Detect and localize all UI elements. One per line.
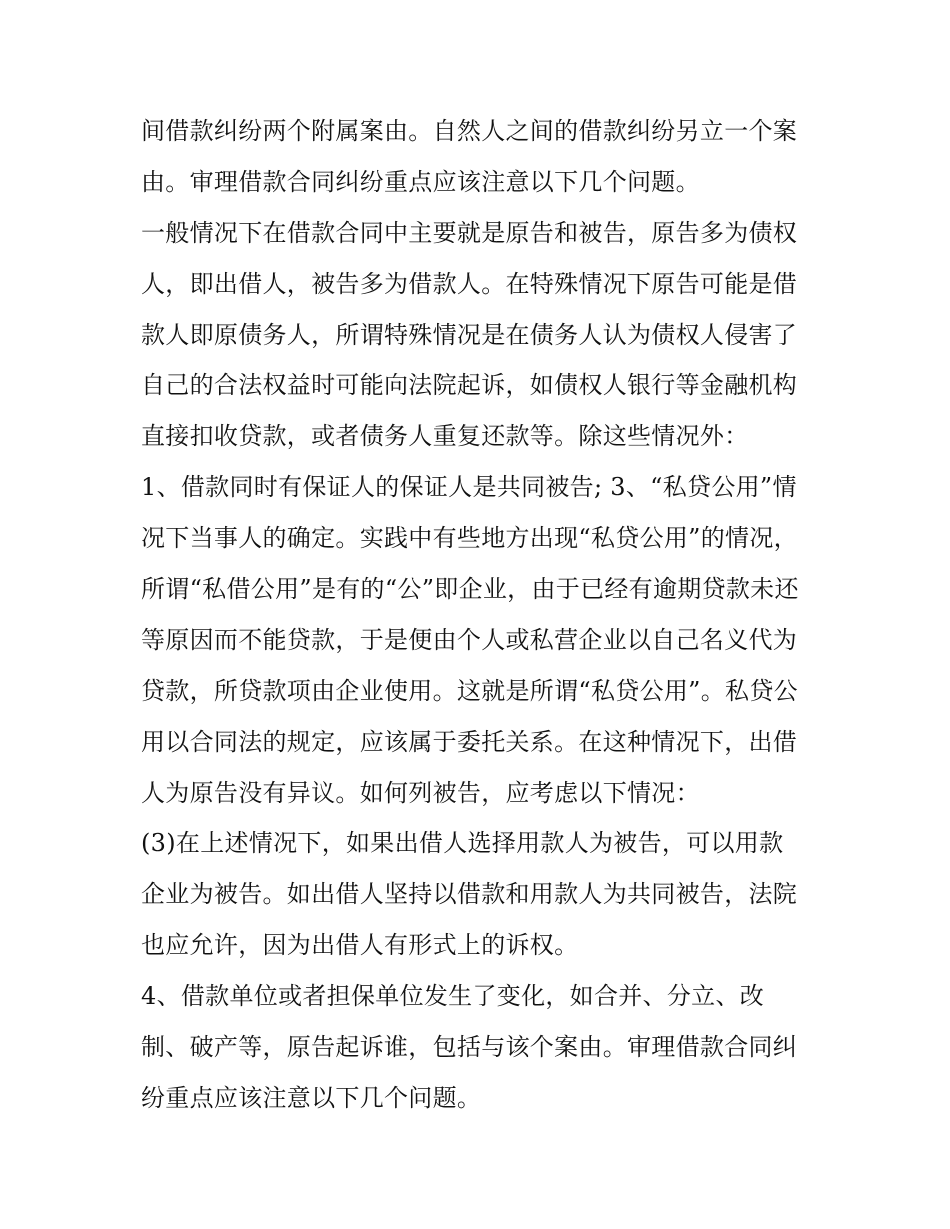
text-line: 1、借款同时有保证人的保证人是共同被告; 3、“私贷公用”情 <box>141 473 797 502</box>
text-line: 自己的合法权益时可能向法院起诉，如债权人银行等金融机构 <box>141 371 798 400</box>
text-line: 用以合同法的规定，应该属于委托关系。在这种情况下，出借 <box>141 727 798 756</box>
text-line: 一般情况下在借款合同中主要就是原告和被告，原告多为债权 <box>141 218 798 247</box>
body-text <box>141 106 841 1124</box>
text-line: (3)在上述情况下，如果出借人选择用款人为被告，可以用款 <box>141 829 784 858</box>
text-line: 人，即出借人，被告多为借款人。在特殊情况下原告可能是借 <box>141 269 798 298</box>
text-line: 款人即原债务人，所谓特殊情况是在债务人认为债权人侵害了 <box>141 320 798 349</box>
text-line: 企业为被告。如出借人坚持以借款和用款人为共同被告，法院 <box>141 880 798 909</box>
text-line: 也应允许，因为出借人有形式上的诉权。 <box>141 931 579 960</box>
text-line: 所谓“私借公用”是有的“公”即企业，由于已经有逾期贷款未还 <box>141 575 799 604</box>
text-line: 等原因而不能贷款，于是便由个人或私营企业以自己名义代为 <box>141 625 798 654</box>
text-line: 贷款，所贷款项由企业使用。这就是所谓“私贷公用”。私贷公 <box>141 676 798 705</box>
text-line: 况下当事人的确定。实践中有些地方出现“私贷公用”的情况， <box>141 524 798 553</box>
text-line: 纷重点应该注意以下几个问题。 <box>141 1083 482 1112</box>
text-line: 人为原告没有异议。如何列被告，应考虑以下情况： <box>141 778 700 807</box>
text-line: 制、破产等，原告起诉谁，包括与该个案由。审理借款合同纠 <box>141 1033 798 1062</box>
text-line: 4、借款单位或者担保单位发生了变化，如合并、分立、改 <box>141 982 765 1011</box>
text-line: 直接扣收贷款，或者债务人重复还款等。除这些情况外： <box>141 422 749 451</box>
text-line: 间借款纠纷两个附属案由。自然人之间的借款纠纷另立一个案 <box>141 117 798 145</box>
text-line: 由。审理借款合同纠纷重点应该注意以下几个问题。 <box>141 167 700 196</box>
